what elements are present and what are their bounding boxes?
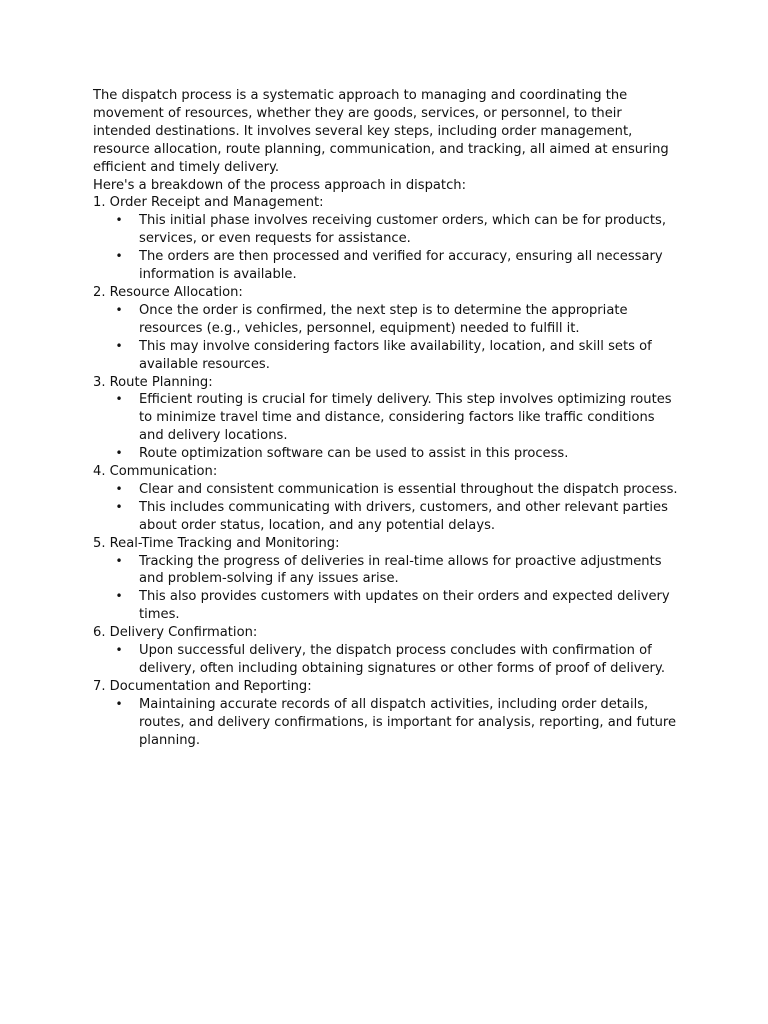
lead-paragraph: Here's a breakdown of the process approach in dispatch: xyxy=(93,177,466,193)
section-heading: 4. Communication: xyxy=(93,464,218,480)
bullet-dot-icon: • xyxy=(115,481,123,496)
bullet-text: The orders are then processed and verified for accuracy, ensuring all necessary information is available. xyxy=(139,249,663,283)
bullet-item xyxy=(93,642,678,678)
bullet-text: Once the order is confirmed, the next step is to determine the appropriate resources (e.g., vehicles, personnel, equipment) needed to fulfill it. xyxy=(139,302,628,336)
section-heading: 1. Order Receipt and Management: xyxy=(93,195,324,211)
section-2 xyxy=(93,284,678,374)
bullet-dot-icon: • xyxy=(115,249,123,264)
bullet-list xyxy=(93,553,678,625)
bullet-item xyxy=(93,499,678,535)
section-5 xyxy=(93,535,678,625)
section-heading: 2. Resource Allocation: xyxy=(93,284,243,300)
bullet-item xyxy=(93,391,678,445)
section-1 xyxy=(93,194,678,284)
section-heading: 6. Delivery Confirmation: xyxy=(93,625,258,641)
bullet-list xyxy=(93,481,678,535)
bullet-dot-icon: • xyxy=(115,302,123,317)
bullet-text: Clear and consistent communication is essential throughout the dispatch process. xyxy=(139,481,678,497)
bullet-dot-icon: • xyxy=(115,338,123,353)
section-heading: 7. Documentation and Reporting: xyxy=(93,678,312,694)
bullet-item xyxy=(93,553,678,589)
section-6 xyxy=(93,624,678,678)
section-heading: 5. Real-Time Tracking and Monitoring: xyxy=(93,535,340,551)
bullet-dot-icon: • xyxy=(115,392,123,407)
bullet-item xyxy=(93,445,678,463)
document-page xyxy=(93,87,678,750)
bullet-text: Maintaining accurate records of all dispatch activities, including order details, routes, and delivery confirmations, is important for analysis, reporting, and future planning. xyxy=(139,696,677,748)
bullet-item xyxy=(93,481,678,499)
bullet-list xyxy=(93,302,678,374)
bullet-dot-icon: • xyxy=(115,499,123,514)
bullet-dot-icon: • xyxy=(115,643,123,658)
section-3 xyxy=(93,374,678,464)
bullet-item xyxy=(93,696,678,750)
bullet-item xyxy=(93,588,678,624)
section-4 xyxy=(93,463,678,535)
bullet-list xyxy=(93,212,678,284)
bullet-list xyxy=(93,391,678,463)
bullet-text: This includes communicating with drivers, customers, and other relevant parties about order status, location, and any potential delays. xyxy=(139,499,668,533)
intro-paragraph: The dispatch process is a systematic approach to managing and coordinating the movement of resources, whether they are goods, services, or personnel, to their intended destinations. It involves several key steps, including order management, resource allocation, route planning, communication, and tracking, all aimed at ensuring efficient and timely delivery. xyxy=(93,88,669,175)
bullet-text: Tracking the progress of deliveries in real-time allows for proactive adjustments and problem-solving if any issues arise. xyxy=(139,553,662,587)
bullet-text: Route optimization software can be used to assist in this process. xyxy=(139,446,569,462)
bullet-list xyxy=(93,696,678,750)
bullet-item xyxy=(93,302,678,338)
bullet-text: This initial phase involves receiving customer orders, which can be for products, services, or even requests for assistance. xyxy=(139,213,666,247)
bullet-item xyxy=(93,212,678,248)
section-7 xyxy=(93,678,678,750)
bullet-text: Upon successful delivery, the dispatch process concludes with confirmation of delivery, often including obtaining signatures or other forms of proof of delivery. xyxy=(139,643,665,676)
bullet-list xyxy=(93,642,678,678)
bullet-item xyxy=(93,338,678,374)
sections-container xyxy=(93,194,678,749)
bullet-text: This may involve considering factors like availability, location, and skill sets of available resources. xyxy=(139,338,652,372)
bullet-item xyxy=(93,248,678,284)
section-heading: 3. Route Planning: xyxy=(93,374,213,390)
bullet-dot-icon: • xyxy=(115,589,123,604)
bullet-dot-icon: • xyxy=(115,696,123,711)
bullet-dot-icon: • xyxy=(115,553,123,568)
bullet-dot-icon: • xyxy=(115,213,123,228)
bullet-text: Efficient routing is crucial for timely delivery. This step involves optimizing routes to minimize travel time and distance, considering factors like traffic conditions and delivery locations. xyxy=(139,392,672,444)
bullet-text: This also provides customers with updates on their orders and expected delivery times. xyxy=(139,589,670,623)
bullet-dot-icon: • xyxy=(115,446,123,461)
